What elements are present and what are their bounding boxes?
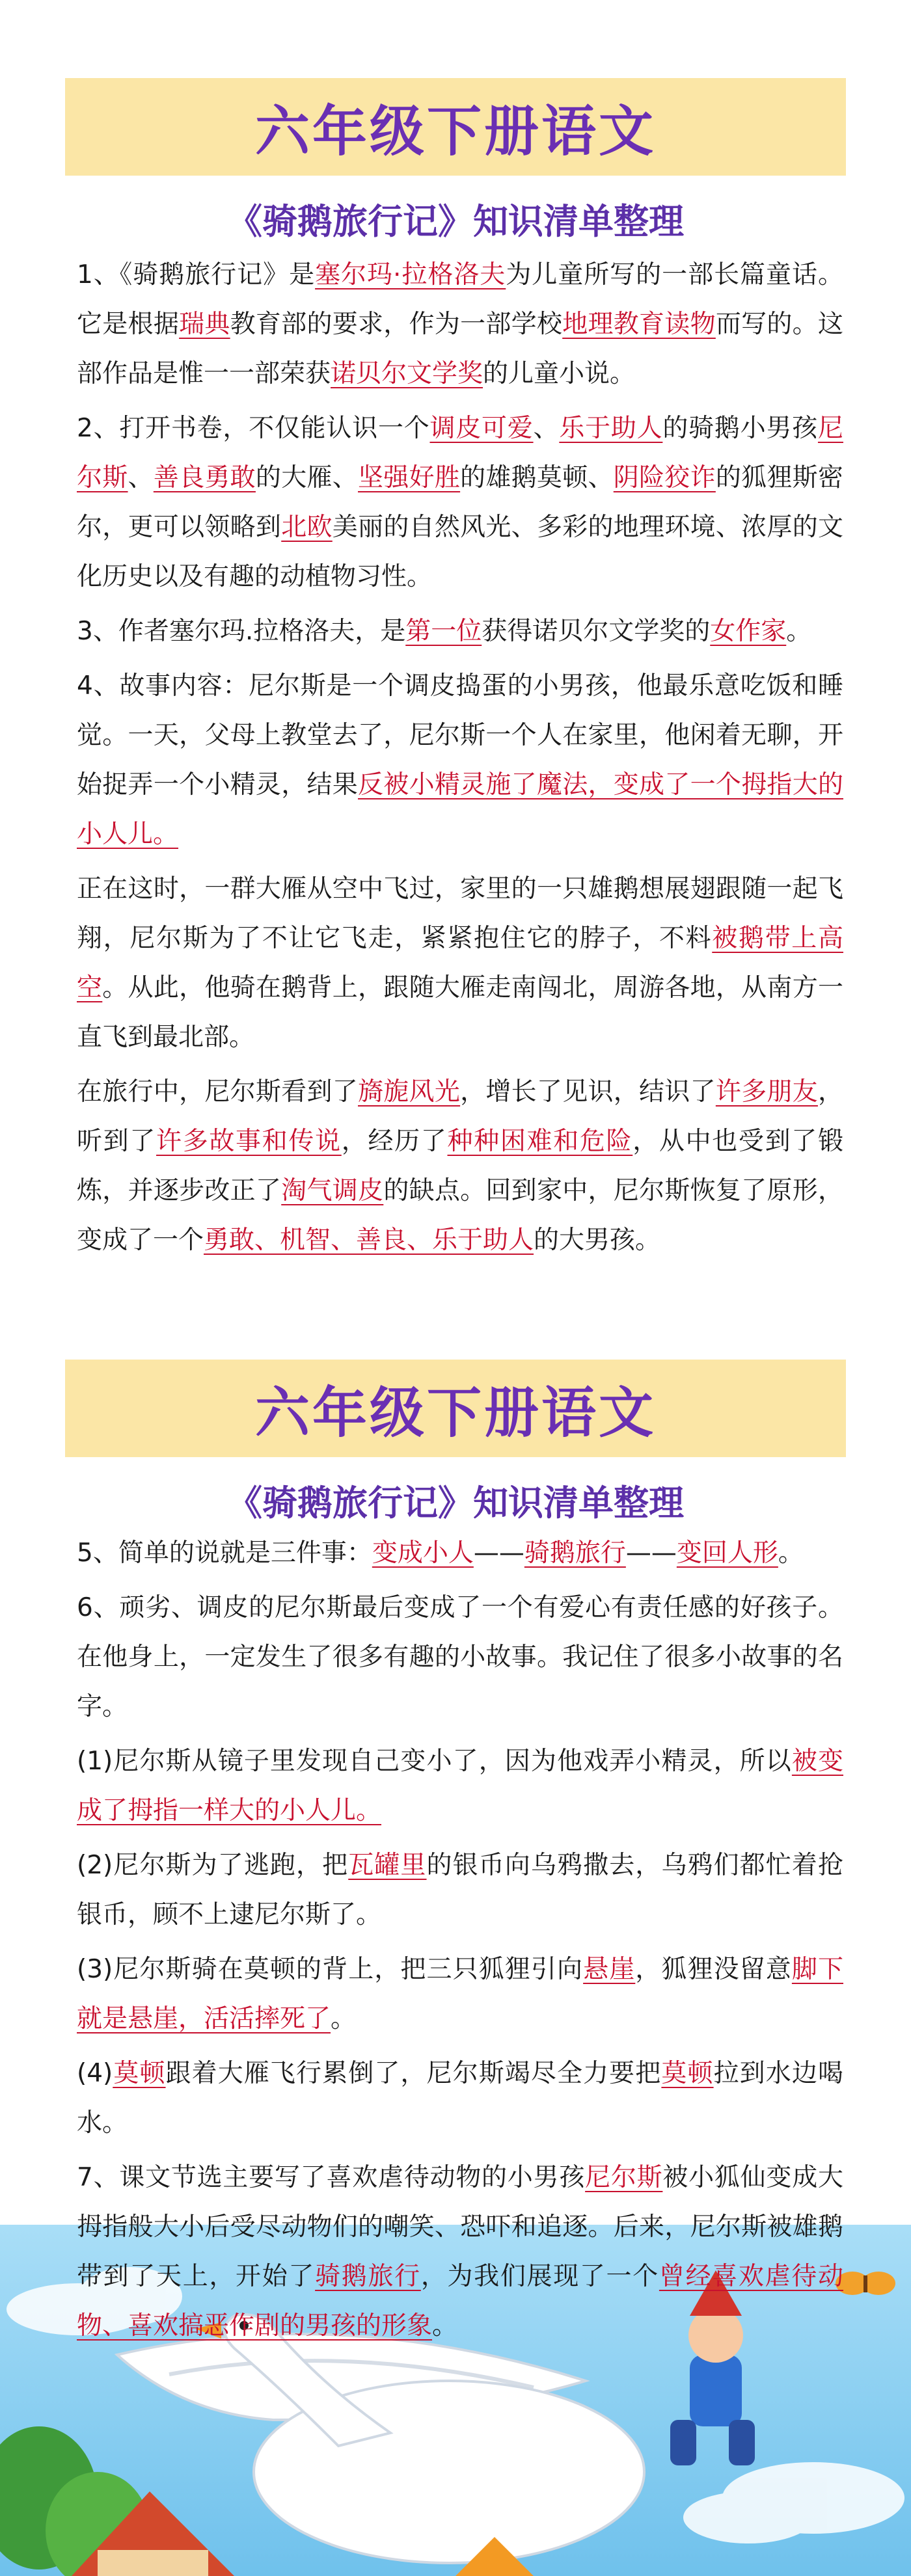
page-subtitle: 《骑鹅旅行记》知识清单整理 (227, 201, 684, 242)
paragraph: (4)莫顿跟着大雁飞行累倒了，尼尔斯竭尽全力要把莫顿拉到水边喝水。 (77, 2059, 843, 2138)
paragraph: 4、故事内容：尼尔斯是一个调皮捣蛋的小男孩，他最乐意吃饭和睡觉。一天，父母上教堂去了，尼尔斯一个人在家里，他闲着无聊，开始捉弄一个小精灵，结果反被小精灵施了魔法，变成了一个拇指大的小人儿。 (77, 671, 843, 849)
paragraph: 正在这时，一群大雁从空中飞过，家里的一只雄鹅想展翅跟随一起飞翔，尼尔斯为了不让它飞走，紧紧抱住它的脖子，不料被鹅带上高空。从此，他骑在鹅背上，跟随大雁走南闯北，周游各地，从南方一直飞到最北部。 (77, 874, 843, 1052)
content-body (77, 250, 843, 1270)
content-body (77, 1529, 843, 2356)
paragraph: (3)尼尔斯骑在莫顿的背上，把三只狐狸引向悬崖，狐狸没留意脚下就是悬崖，活活摔死了。 (77, 1955, 843, 2033)
page-title: 六年级下册语文 (254, 1380, 656, 1445)
title-band (65, 78, 846, 176)
page-title: 六年级下册语文 (254, 99, 656, 163)
paragraph: (2)尼尔斯为了逃跑，把瓦罐里的银币向乌鸦撒去，乌鸦们都忙着抢银币，顾不上逮尼尔斯了。 (77, 1851, 843, 1929)
paragraph: 5、简单的说就是三件事：变成小人——骑鹅旅行——变回人形。 (77, 1538, 804, 1568)
paragraph: 6、顽劣、调皮的尼尔斯最后变成了一个有爱心有责任感的好孩子。在他身上，一定发生了很多有趣的小故事。我记住了很多小故事的名字。 (77, 1593, 843, 1721)
paragraph: 2、打开书卷，不仅能认识一个调皮可爱、乐于助人的骑鹅小男孩尼尔斯、善良勇敢的大雁、坚强好胜的雄鹅莫顿、阴险狡诈的狐狸斯密尔，更可以领略到北欧美丽的自然风光、多彩的地理环境、浓厚的文化历史以及有趣的动植物习性。 (77, 414, 843, 591)
paragraph: (1)尼尔斯从镜子里发现自己变小了，因为他戏弄小精灵，所以被变成了拇指一样大的小人儿。 (77, 1747, 843, 1825)
paragraph: 在旅行中，尼尔斯看到了旖旎风光，增长了见识，结识了许多朋友，听到了许多故事和传说，经历了种种困难和危险，从中也受到了锻炼，并逐步改正了淘气调皮的缺点。回到家中，尼尔斯恢复了原形，变成了一个勇敢、机智、善良、乐于助人的大男孩。 (77, 1077, 843, 1255)
paragraph: 7、课文节选主要写了喜欢虐待动物的小男孩尼尔斯被小狐仙变成大拇指般大小后受尽动物们的嘲笑、恐吓和追逐。后来，尼尔斯被雄鹅带到了天上，开始了骑鹅旅行，为我们展现了一个曾经喜欢虐待动物、喜欢搞恶作剧的男孩的形象。 (77, 2163, 843, 2341)
page-subtitle: 《骑鹅旅行记》知识清单整理 (227, 1483, 684, 1523)
paragraph: 3、作者塞尔玛.拉格洛夫，是第一位获得诺贝尔文学奖的女作家。 (77, 617, 812, 646)
paragraph: 1、《骑鹅旅行记》是塞尔玛·拉格洛夫为儿童所写的一部长篇童话。它是根据瑞典教育部的要求，作为一部学校地理教育读物而写的。这部作品是惟一一部荣获诺贝尔文学奖的儿童小说。 (77, 260, 843, 388)
title-band (65, 1360, 846, 1457)
